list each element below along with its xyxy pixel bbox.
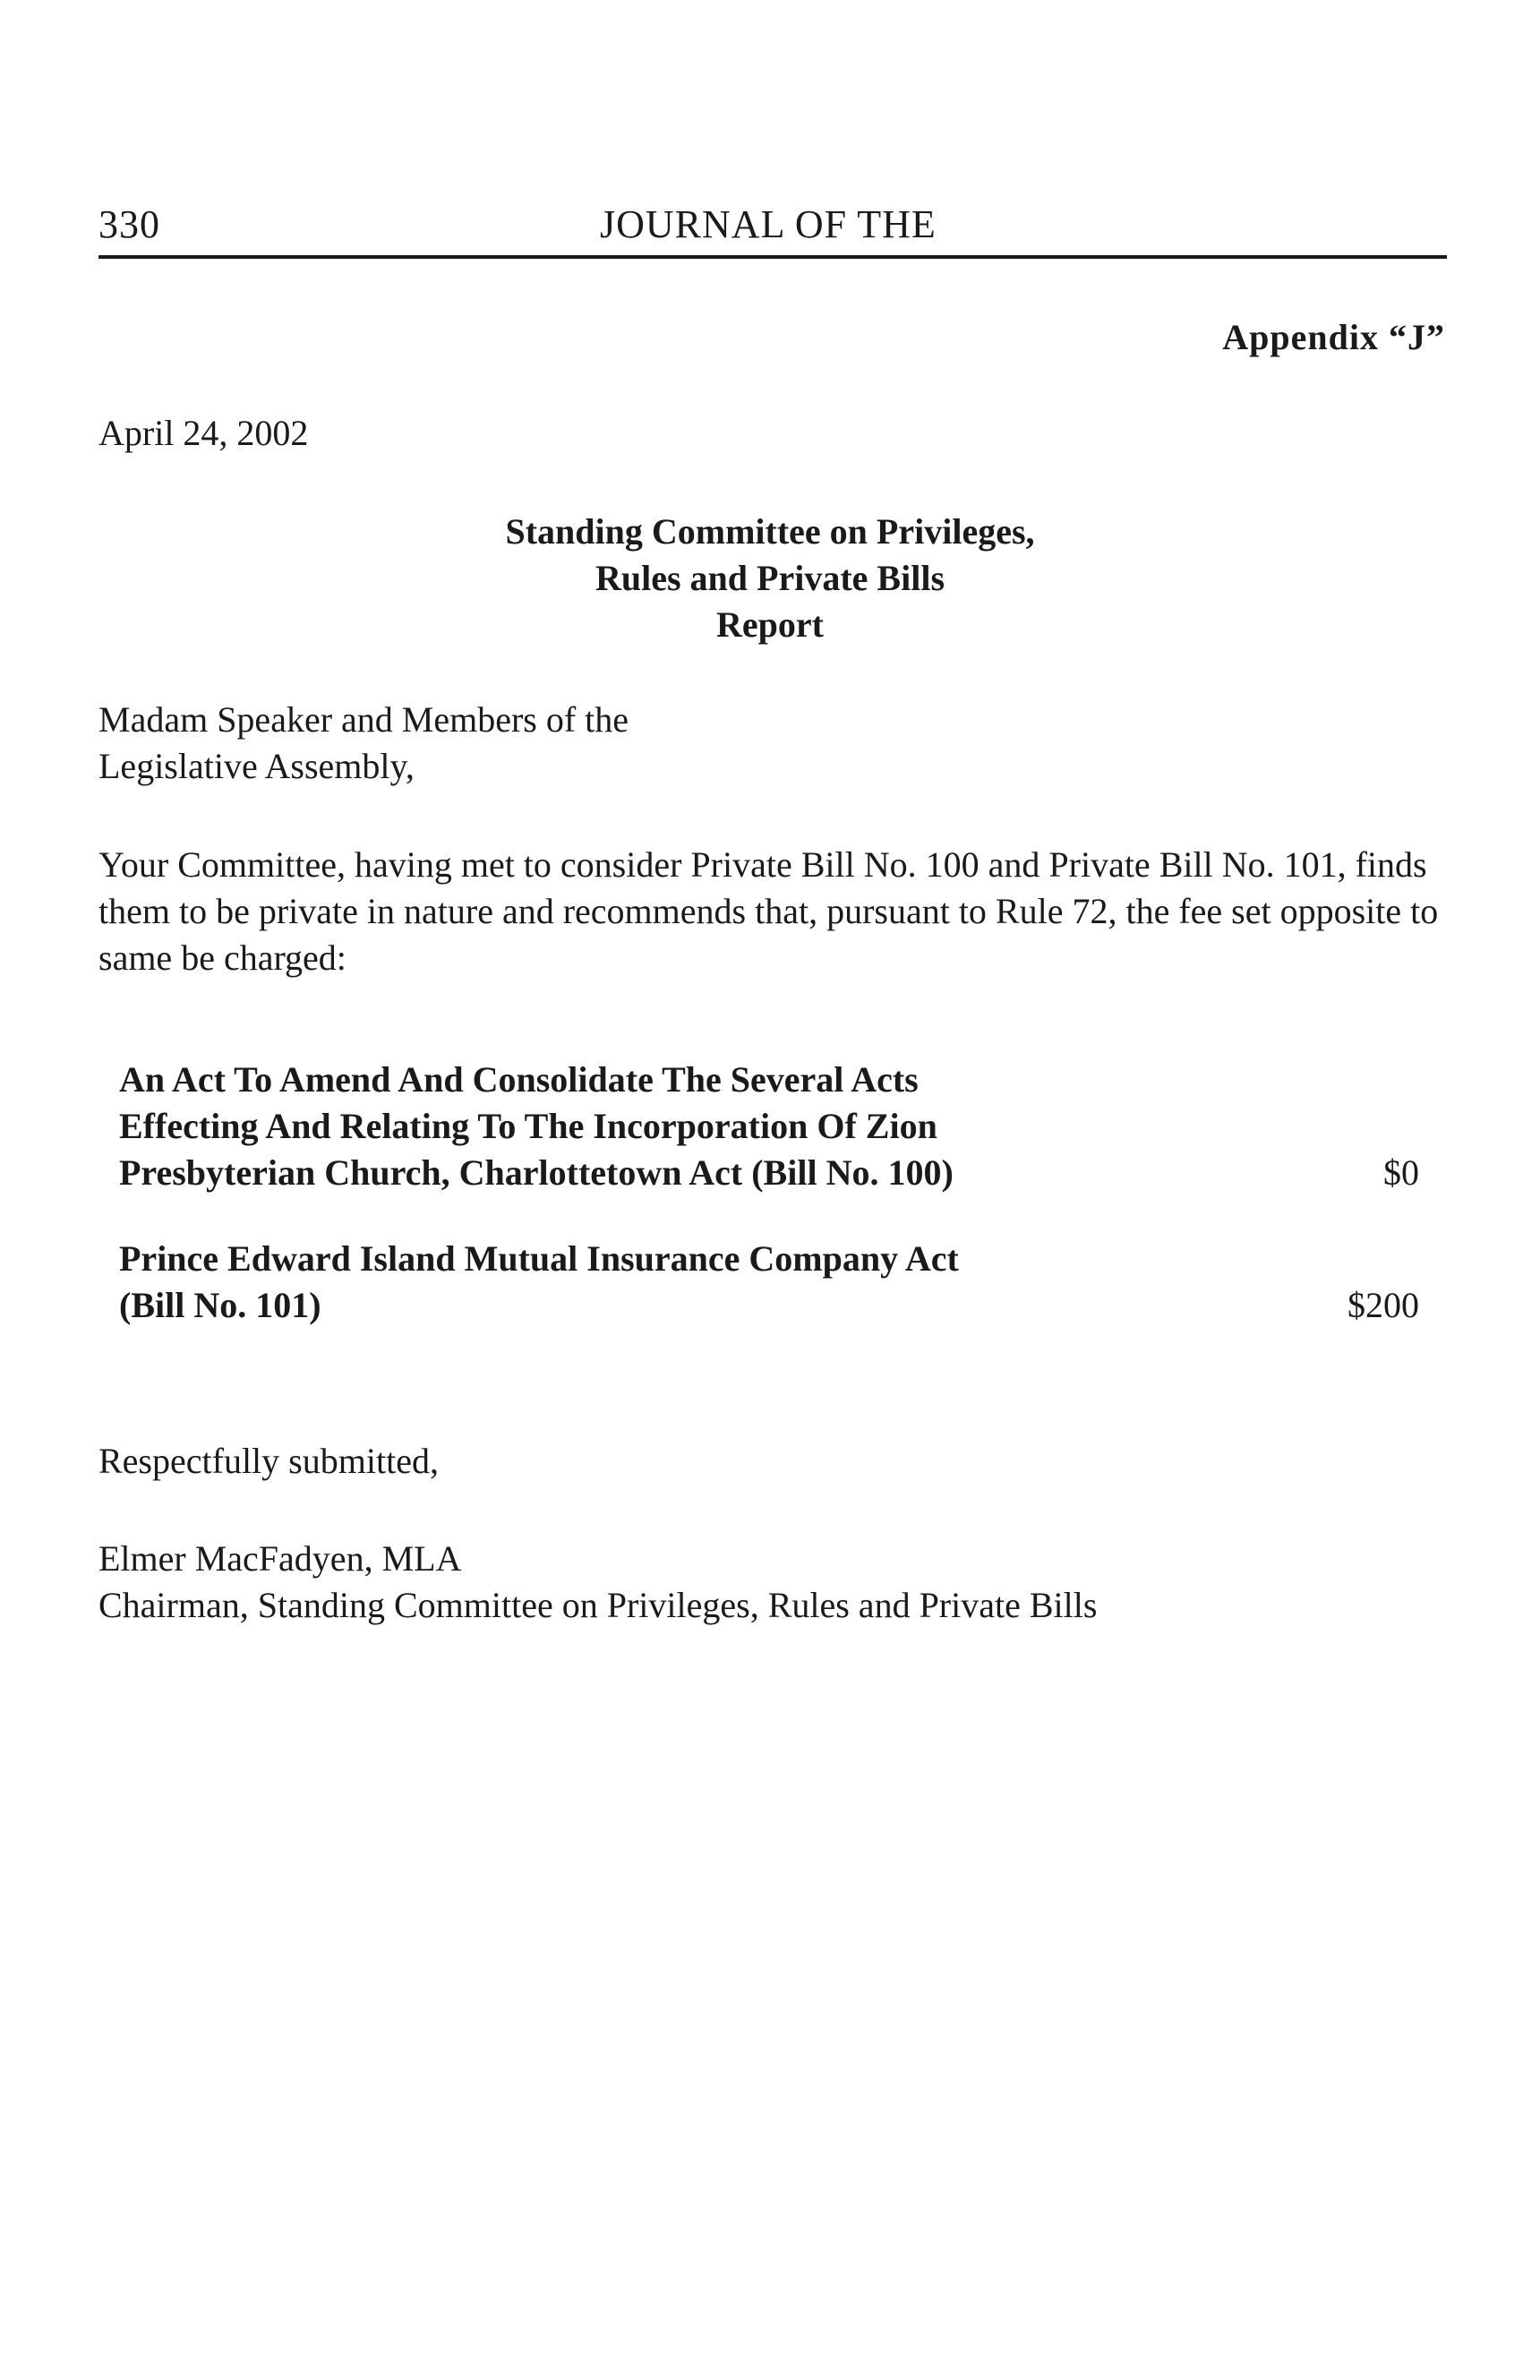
- salutation-line: Madam Speaker and Members of the: [98, 699, 629, 740]
- bill-title: [119, 1057, 1158, 1196]
- salutation-line: Legislative Assembly,: [98, 746, 415, 786]
- report-heading: [0, 509, 1540, 648]
- bill-title-line: Presbyterian Church, Charlottetown Act (Bill No. 100): [119, 1152, 954, 1193]
- appendix-label: Appendix “J”: [1222, 317, 1445, 357]
- journal-title: JOURNAL OF THE: [600, 202, 937, 246]
- bill-item: [119, 1057, 1426, 1196]
- report-date: April 24, 2002: [98, 413, 309, 453]
- bill-item: [119, 1236, 1426, 1329]
- bill-title-line: An Act To Amend And Consolidate The Several Acts: [119, 1059, 919, 1100]
- report-heading-line: Rules and Private Bills: [595, 558, 945, 598]
- salutation: [98, 697, 629, 790]
- report-heading-line: Report: [716, 604, 824, 645]
- signatory-name: Elmer MacFadyen, MLA: [98, 1538, 462, 1579]
- report-heading-line: Standing Committee on Privileges,: [505, 511, 1035, 552]
- page-number: 330: [98, 202, 160, 246]
- running-head: [98, 201, 1447, 255]
- bill-fee: $0: [1383, 1152, 1419, 1193]
- bill-title: [119, 1236, 1158, 1329]
- signatory-title: Chairman, Standing Committee on Privileges, Rules and Private Bills: [98, 1585, 1098, 1625]
- bill-fee: $200: [1348, 1285, 1419, 1325]
- header-rule: [98, 255, 1447, 259]
- bill-list: [119, 1057, 1426, 1329]
- bill-title-line: Effecting And Relating To The Incorporation Of Zion: [119, 1106, 937, 1146]
- closing-line: Respectfully submitted,: [98, 1441, 439, 1481]
- body-paragraph: Your Committee, having met to consider Private Bill No. 100 and Private Bill No. 101, finds them to be private in nature and recommends that, pursuant to Rule 72, the fee set opposite to same be charged:: [98, 844, 1439, 978]
- bill-title-line: Prince Edward Island Mutual Insurance Company Act: [119, 1238, 959, 1279]
- bill-title-line: (Bill No. 101): [119, 1285, 321, 1325]
- signature-block: [98, 1536, 1097, 1629]
